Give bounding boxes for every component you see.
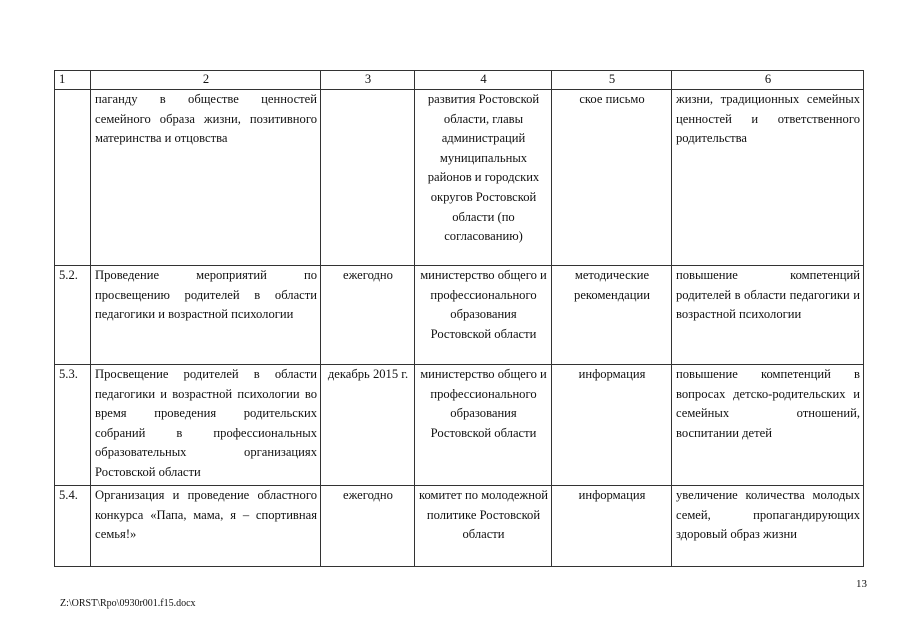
executor-cell: комитет по молодежной политике Ростовской области <box>415 486 552 567</box>
term-cell: ежегодно <box>321 266 415 365</box>
action-cell: Организация и проведение областного конкурса «Папа, мама, я – спортивная семья!» <box>91 486 321 567</box>
row-number-cell: 5.2. <box>55 266 91 365</box>
activities-table <box>54 70 864 567</box>
result-cell: повышение компетенций родителей в области педагогики и возрастной психологии <box>672 266 864 365</box>
result-cell: увеличение количества молодых семей, пропагандирующих здоровый образ жизни <box>672 486 864 567</box>
term-cell <box>321 90 415 266</box>
column-number-row <box>55 71 864 90</box>
column-number-1: 1 <box>55 71 91 90</box>
term-cell: ежегодно <box>321 486 415 567</box>
form-cell: ское письмо <box>552 90 672 266</box>
column-number-5: 5 <box>552 71 672 90</box>
table-row <box>55 90 864 266</box>
form-cell: информация <box>552 486 672 567</box>
result-cell: жизни, традиционных семейных ценностей и ответственного родительства <box>672 90 864 266</box>
executor-cell: развития Ростовской области, главы администраций муниципальных районов и городских округов Ростовской области (по согласованию) <box>415 90 552 266</box>
row-number-cell: 5.4. <box>55 486 91 567</box>
result-cell: повышение компетенций в вопросах детско-родительских и семейных отношений, воспитании детей <box>672 365 864 486</box>
table-row <box>55 266 864 365</box>
column-number-6: 6 <box>672 71 864 90</box>
executor-cell: министерство общего и профессионального образования Ростовской области <box>415 266 552 365</box>
action-cell: паганду в обществе ценностей семейного образа жизни, позитивного материнства и отцовства <box>91 90 321 266</box>
page-number: 13 <box>856 578 867 590</box>
file-path: Z:\ORST\Rpo\0930r001.f15.docx <box>60 598 196 609</box>
action-cell: Проведение мероприятий по просвещению родителей в области педагогики и возрастной психологии <box>91 266 321 365</box>
action-cell: Просвещение родителей в области педагогики и возрастной психологии во время проведения родительских собраний в профессиональных образовательных организациях Ростовской области <box>91 365 321 486</box>
term-cell: декабрь 2015 г. <box>321 365 415 486</box>
column-number-3: 3 <box>321 71 415 90</box>
executor-cell: министерство общего и профессионального образования Ростовской области <box>415 365 552 486</box>
table-row <box>55 365 864 486</box>
form-cell: информация <box>552 365 672 486</box>
form-cell: методические рекомендации <box>552 266 672 365</box>
table-row <box>55 486 864 567</box>
column-number-2: 2 <box>91 71 321 90</box>
column-number-4: 4 <box>415 71 552 90</box>
row-number-cell: 5.3. <box>55 365 91 486</box>
row-number-cell <box>55 90 91 266</box>
